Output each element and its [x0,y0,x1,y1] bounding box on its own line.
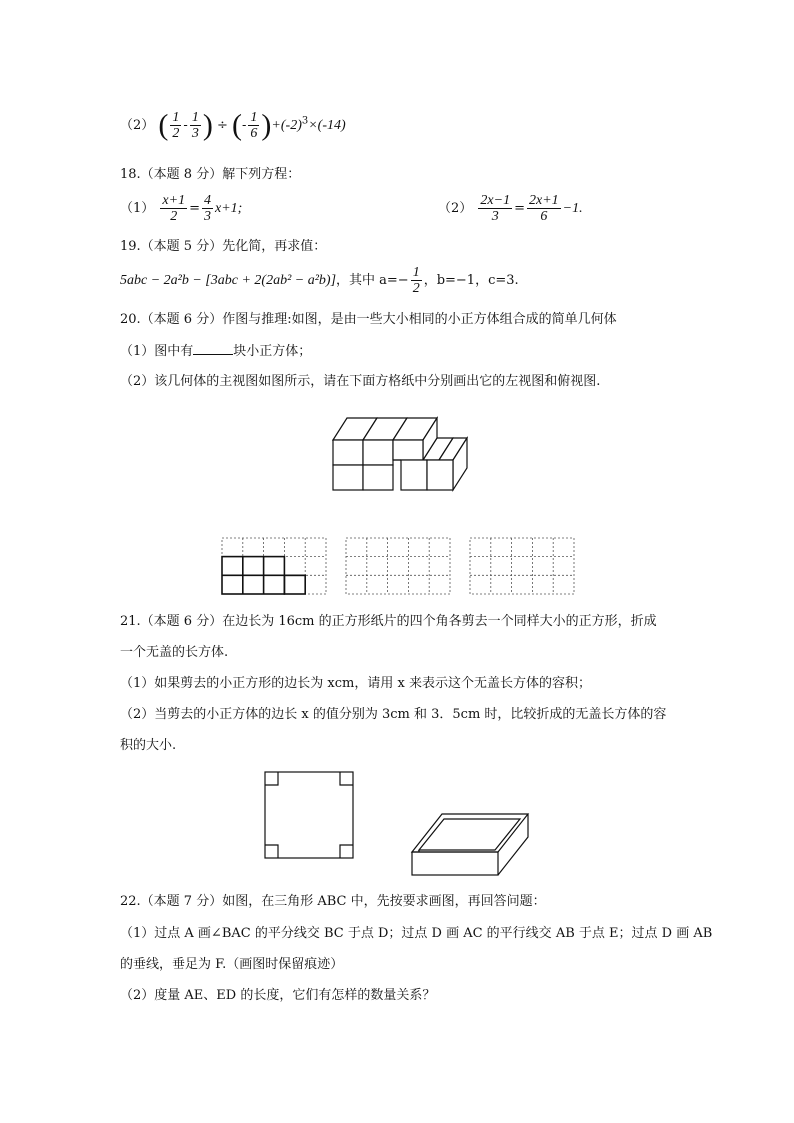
main-view-grid [221,537,327,595]
open-box-figure [410,812,532,878]
square-paper-figure [263,770,357,862]
q21-sub1: （1）如果剪去的小正方形的边长为 xcm，请用 x 来表示这个无盖长方体的容积； [120,676,591,691]
fraction-one-sixth: $\frac{1}{6}$ [250,110,258,141]
q20-sub1: （1）图中有 块小正方体； [120,344,312,359]
cube-stack-figure [325,412,475,512]
q20-title: 20.（本题 6 分）作图与推理:如图，是由一些大小相同的小正方体组合成的简单几何体 [120,312,617,327]
fraction-one-third: $\frac{1}{3}$ [191,110,199,141]
q18-title: 18.（本题 8 分）解下列方程： [120,167,301,182]
top-view-grid[interactable] [469,537,575,595]
q18-sub1: （1） $\frac{x+1}{2}$ = $\frac{4}{3}$ x+1; [120,193,243,224]
q19-expression: 5abc − 2a²b − [3abc + 2(2ab² − a²b)]，其中 a=− $\frac{1}{2}$ ，b=−1，c=3. [120,265,519,296]
q22-sub1-line2: 的垂线，垂足为 F.（画图时保留痕迹） [120,957,344,972]
q18-sub2: （2） $\frac{2x-1}{3}$ = $\frac{2x+1}{6}$ −1. [438,193,583,224]
q21-title-line1: 21.（本题 6 分）在边长为 16cm 的正方形纸片的四个角各剪去一个同样大小的正方形，折成 [120,614,657,629]
q19-title: 19.（本题 5 分）先化简，再求值： [120,239,327,254]
q21-sub2-line1: （2）当剪去的小正方体的边长 x 的值分别为 3cm 和 3．5cm 时，比较折成的无盖长方体的容 [120,707,667,722]
q22-sub1-line1: （1）过点 A 画∠BAC 的平分线交 BC 于点 D；过点 D 画 AC 的平行线交 AB 于点 E；过点 D 画 AB [120,926,713,941]
q22-sub2: （2）度量 AE、ED 的长度，它们有怎样的数量关系？ [120,988,436,1003]
left-view-grid[interactable] [345,537,451,595]
q17-sub2-expression: （2） ( $\frac{1}{2}$ - $\frac{1}{3}$ ) ÷ (- $\frac{1}{6}$ )$+(-2)^3\times(-14)$ [120,108,346,142]
q20-sub2: （2）该几何体的主视图如图所示，请在下面方格纸中分别画出它的左视图和俯视图. [120,374,601,389]
q21-sub2-line2: 积的大小. [120,738,177,753]
q17-sub2-label: （2） [120,118,155,133]
q21-title-line2: 一个无盖的长方体. [120,645,229,660]
answer-blank[interactable] [193,342,233,355]
q22-title: 22.（本题 7 分）如图，在三角形 ABC 中，先按要求画图，再回答问题： [120,894,546,909]
fraction-one-half: $\frac{1}{2}$ [172,110,180,141]
